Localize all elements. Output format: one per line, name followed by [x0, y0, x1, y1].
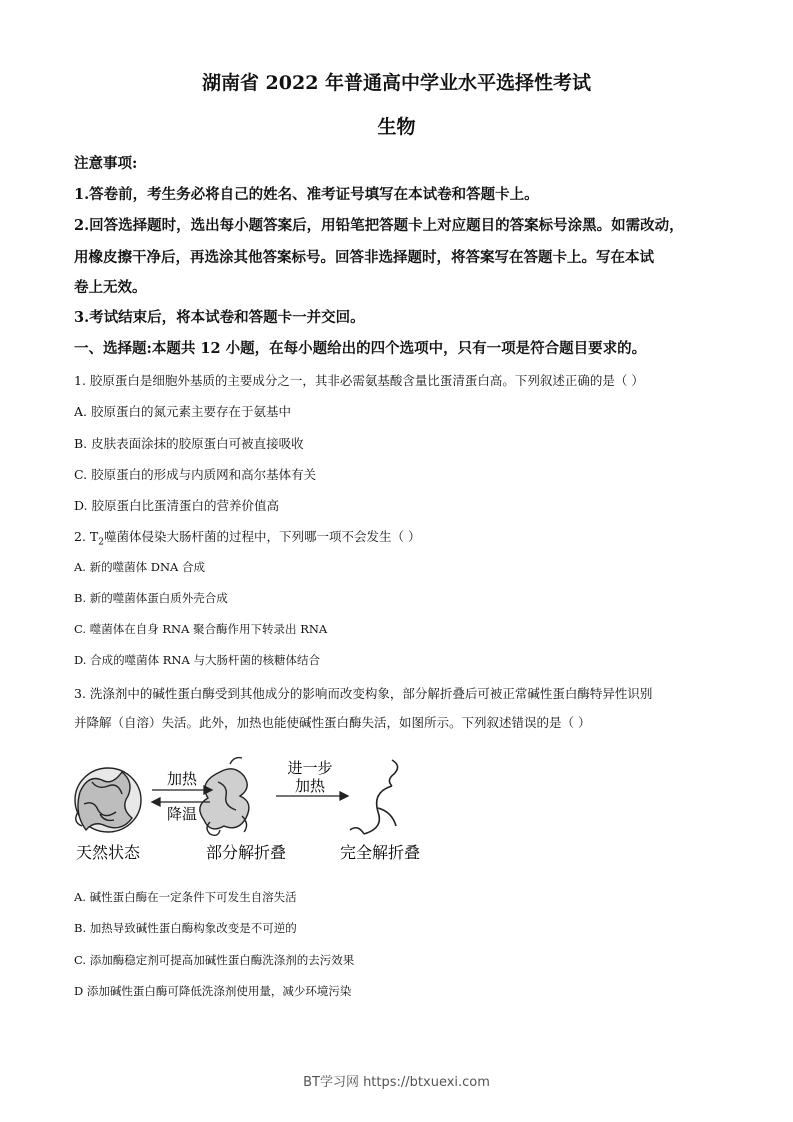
q3-option-c: C. 添加酶稳定剂可提高加碱性蛋白酶洗涤剂的去污效果 — [74, 953, 355, 967]
notes-item-1: 1.答卷前，考生务必将自己的姓名、准考证号填写在本试卷和答题卡上。 — [74, 186, 539, 203]
q1-option-b: B. 皮肤表面涂抹的胶原蛋白可被直接吸收 — [74, 436, 304, 451]
q2-stem-subscript: 2 — [98, 537, 104, 548]
notes-item-2-line-2: 用橡皮擦干净后，再选涂其他答案标号。回答非选择题时，将答案写在答题卡上。写在本试 — [74, 249, 654, 266]
q3-stem-line-2: 并降解（自溶）失活。此外，加热也能使碱性蛋白酶失活，如图所示。下列叙述错误的是（ ） — [74, 715, 591, 730]
further-heat-label-line-2: 加热 — [294, 777, 326, 795]
q2-option-d: D. 合成的噬菌体 RNA 与大肠杆菌的核糖体结合 — [74, 653, 320, 667]
notes-item-2-line-1: 2.回答选择题时，选出每小题答案后，用铅笔把答题卡上对应题目的答案标号涂黑。如需改动， — [74, 217, 684, 234]
q3-option-b: B. 加热导致碱性蛋白酶构象改变是不可逆的 — [74, 921, 297, 935]
further-heat-label-line-1: 进一步 — [287, 759, 333, 777]
q3-option-d: D 添加碱性蛋白酶可降低洗涤剂使用量，减少环境污染 — [74, 984, 352, 998]
q1-option-c: C. 胶原蛋白的形成与内质网和高尔基体有关 — [74, 467, 317, 482]
q3-option-a: A. 碱性蛋白酶在一定条件下可发生自溶失活 — [74, 890, 297, 904]
q2-stem — [74, 527, 420, 548]
exam-title: 湖南省 2022 年普通高中学业水平选择性考试 — [201, 72, 592, 94]
fully-unfolded-label: 完全解折叠 — [339, 843, 421, 862]
partially-unfolded-label: 部分解折叠 — [205, 843, 287, 862]
q2-stem-suffix: 噬菌体侵染大肠杆菌的过程中，下列哪一项不会发生（ ） — [103, 529, 421, 544]
heat-label: 加热 — [166, 770, 198, 788]
q1-option-a: A. 胶原蛋白的氮元素主要存在于氨基中 — [74, 404, 291, 419]
q3-stem-line-1: 3. 洗涤剂中的碱性蛋白酶受到其他成分的影响而改变构象，部分解折叠后可被正常碱性蛋白酶特异性识别 — [74, 686, 653, 701]
subject-title: 生物 — [377, 116, 416, 138]
section-heading: 一、选择题:本题共 12 小题，在每小题给出的四个选项中，只有一项是符合题目要求的。 — [74, 340, 647, 357]
cool-label: 降温 — [166, 805, 198, 823]
native-state-illustration — [75, 768, 141, 832]
native-state-label: 天然状态 — [75, 843, 141, 862]
q2-option-b: B. 新的噬菌体蛋白质外壳合成 — [74, 591, 228, 605]
q1-option-d: D. 胶原蛋白比蛋清蛋白的营养价值高 — [74, 498, 280, 513]
notes-item-3: 3.考试结束后，将本试卷和答题卡一并交回。 — [74, 309, 365, 326]
q2-option-c: C. 噬菌体在自身 RNA 聚合酶作用下转录出 RNA — [74, 622, 328, 636]
notes-item-2-line-3: 卷上无效。 — [74, 279, 147, 296]
fully-unfolded-illustration — [350, 760, 398, 834]
protein-folding-figure — [70, 752, 430, 867]
q2-stem-prefix: 2. T — [74, 529, 99, 544]
footer-watermark: BT学习网 https://btxuexi.com — [303, 1075, 490, 1090]
q1-stem: 1. 胶原蛋白是细胞外基质的主要成分之一，其非必需氨基酸含量比蛋清蛋白高。下列叙述正确的是（ ） — [74, 373, 644, 388]
q2-option-a: A. 新的噬菌体 DNA 合成 — [74, 560, 206, 574]
notes-heading: 注意事项: — [74, 155, 138, 172]
partially-unfolded-illustration — [200, 758, 249, 836]
